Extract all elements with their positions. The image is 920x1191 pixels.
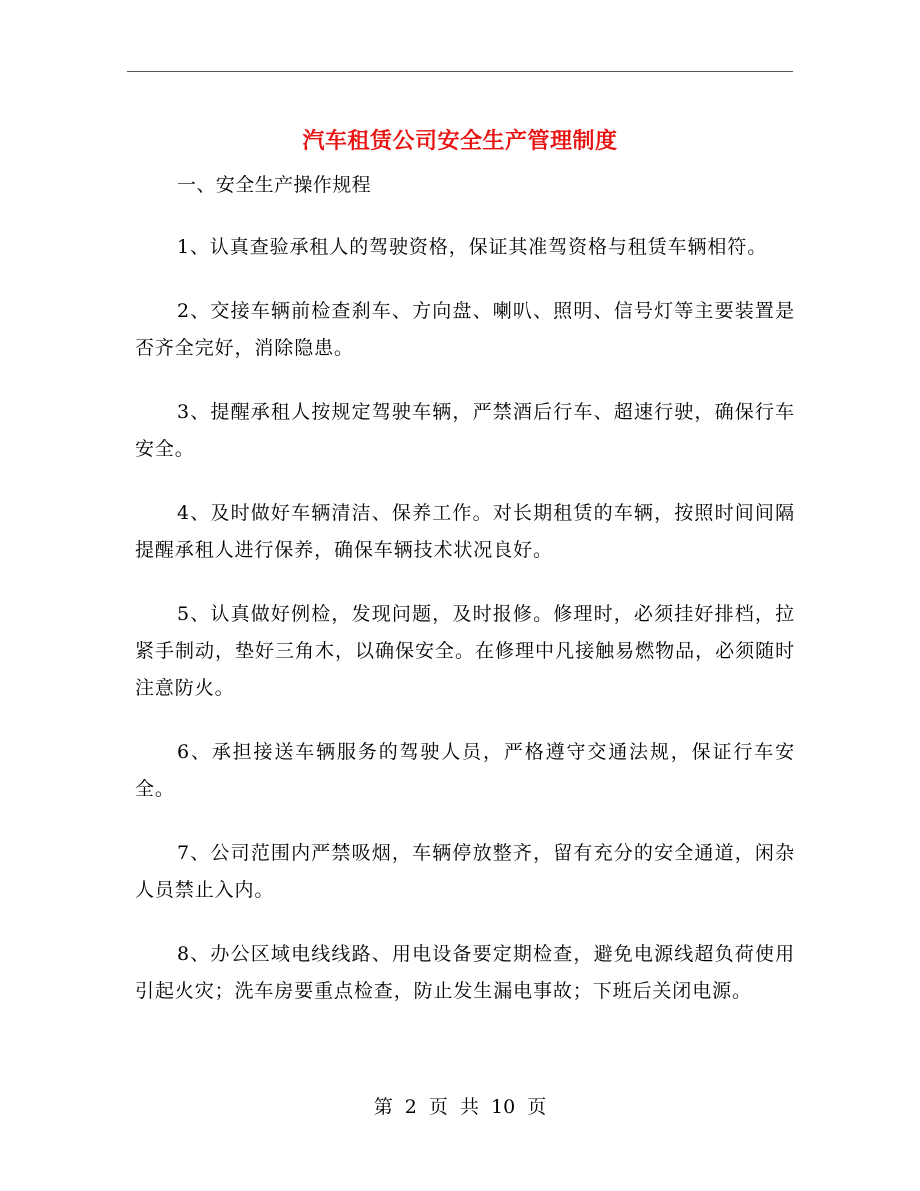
paragraph-7: 7、公司范围内严禁吸烟，车辆停放整齐，留有充分的安全通道，闲杂人员禁止入内。 [135,842,795,901]
paragraph-8: 8、办公区域电线线路、用电设备要定期检查，避免电源线超负荷使用引起火灾；洗车房要重点检查，防止发生漏电事故；下班后关闭电源。 [135,943,795,1002]
header-divider [127,71,793,72]
page-number: 第 2 页 共 10 页 [373,1096,547,1118]
section-heading: 一、安全生产操作规程 [177,174,372,196]
paragraph-4: 4、及时做好车辆清洁、保养工作。对长期租赁的车辆，按照时间间隔提醒承租人进行保养，确保车辆技术状况良好。 [135,502,795,561]
paragraph-6: 6、承担接送车辆服务的驾驶人员，严格遵守交通法规，保证行车安全。 [135,741,795,800]
paragraph-3: 3、提醒承租人按规定驾驶车辆，严禁酒后行车、超速行驶，确保行车安全。 [135,401,795,460]
paragraph-2: 2、交接车辆前检查刹车、方向盘、喇叭、照明、信号灯等主要装置是否齐全完好，消除隐患。 [135,300,795,359]
document-body [135,170,795,1037]
document-title: 汽车租赁公司安全生产管理制度 [302,127,618,154]
paragraph-1: 1、认真查验承租人的驾驶资格，保证其准驾资格与租赁车辆相符。 [177,236,768,258]
paragraph-5: 5、认真做好例检，发现问题，及时报修。修理时，必须挂好排档，拉紧手制动，垫好三角木，以确保安全。在修理中凡接触易燃物品，必须随时注意防火。 [135,603,795,699]
